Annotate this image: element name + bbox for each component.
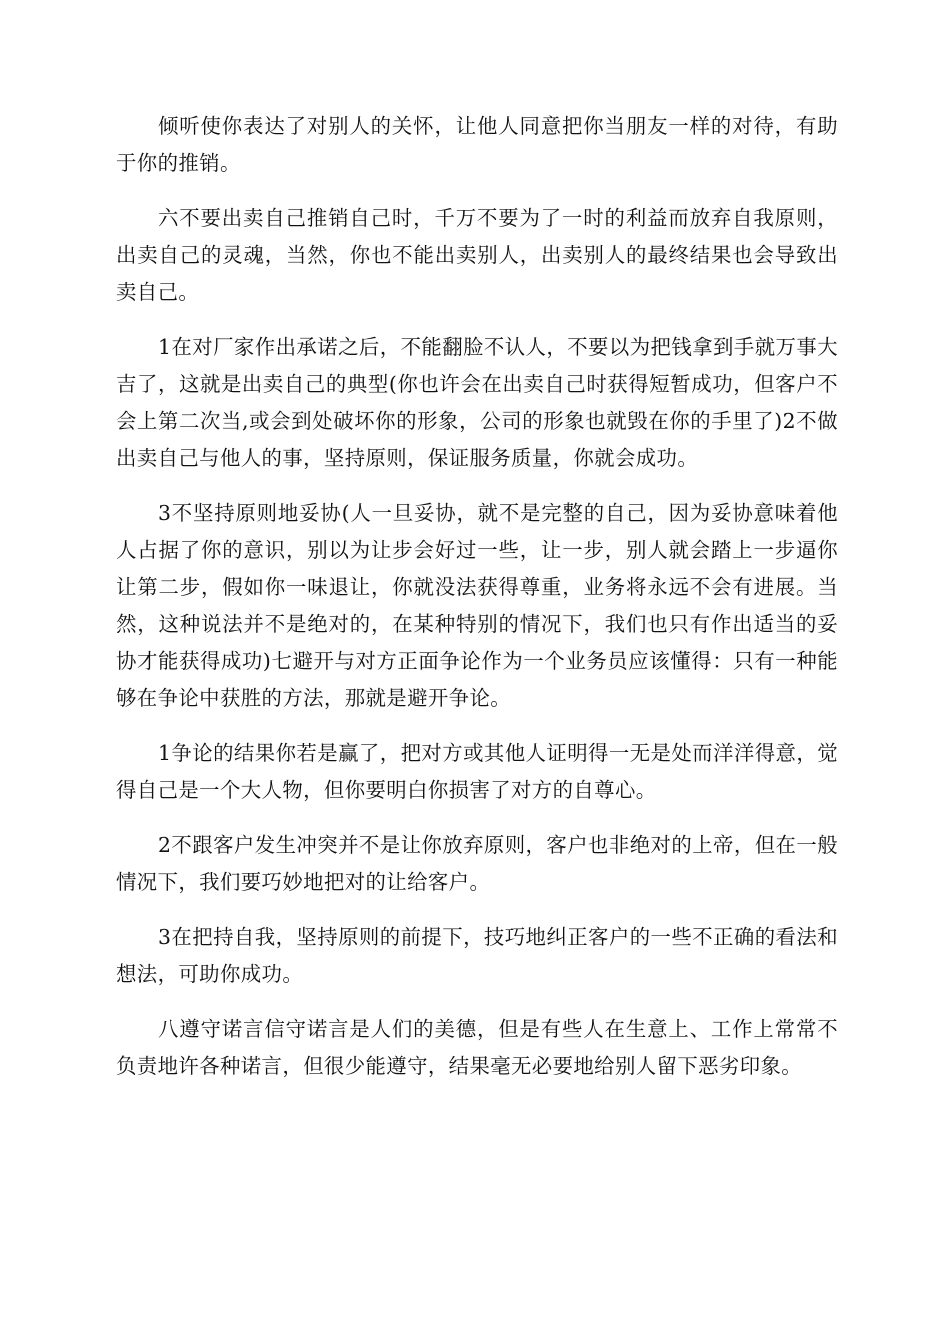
paragraph-keep-promises: 八遵守诺言信守诺言是人们的美德，但是有些人在生意上、工作上常常不负责地许各种诺言，但很少能遵守，结果毫无必要地给别人留下恶劣印象。 [116,1017,838,1078]
paragraph-keep-promises-to-manufacturer: 1在对厂家作出承诺之后，不能翻脸不认人，不要以为把钱拿到手就万事大吉了，这就是出卖自己的典型(你也许会在出卖自己时获得短暂成功，但客户不会上第二次当,或会到处破坏你的形象，公司的形象也就毁在你的手里了)2不做出卖自己与他人的事，坚持原则，保证服务质量，你就会成功。 [116,335,838,470]
paragraph-correct-tactfully: 3在把持自我，坚持原则的前提下，技巧地纠正客户的一些不正确的看法和想法，可助你成功。 [116,925,838,986]
paragraph-listening: 倾听使你表达了对别人的关怀，让他人同意把你当朋友一样的对待，有助于你的推销。 [116,114,838,175]
paragraph-no-unprincipled-compromise: 3不坚持原则地妥协(人一旦妥协，就不是完整的自己，因为妥协意味着他人占据了你的意识，别以为让步会好过一些，让一步，别人就会踏上一步逼你让第二步，假如你一味退让，你就没法获得尊重，业务将永远不会有进展。当然，这种说法并不是绝对的，在某种特别的情况下，我们也只有作出适当的妥协才能获得成功)七避开与对方正面争论作为一个业务员应该懂得：只有一种能够在争论中获胜的方法，那就是避开争论。 [116,501,838,710]
document-body [116,108,838,1103]
paragraph-do-not-sell-yourself: 六不要出卖自己推销自己时，千万不要为了一时的利益而放弃自我原则，出卖自己的灵魂，当然，你也不能出卖别人，出卖别人的最终结果也会导致出卖自己。 [116,206,838,304]
paragraph-avoid-conflict: 2不跟客户发生冲突并不是让你放弃原则，客户也非绝对的上帝，但在一般情况下，我们要巧妙地把对的让给客户。 [116,833,838,894]
paragraph-argument-result: 1争论的结果你若是赢了，把对方或其他人证明得一无是处而洋洋得意，觉得自己是一个大人物，但你要明白你损害了对方的自尊心。 [116,741,838,802]
